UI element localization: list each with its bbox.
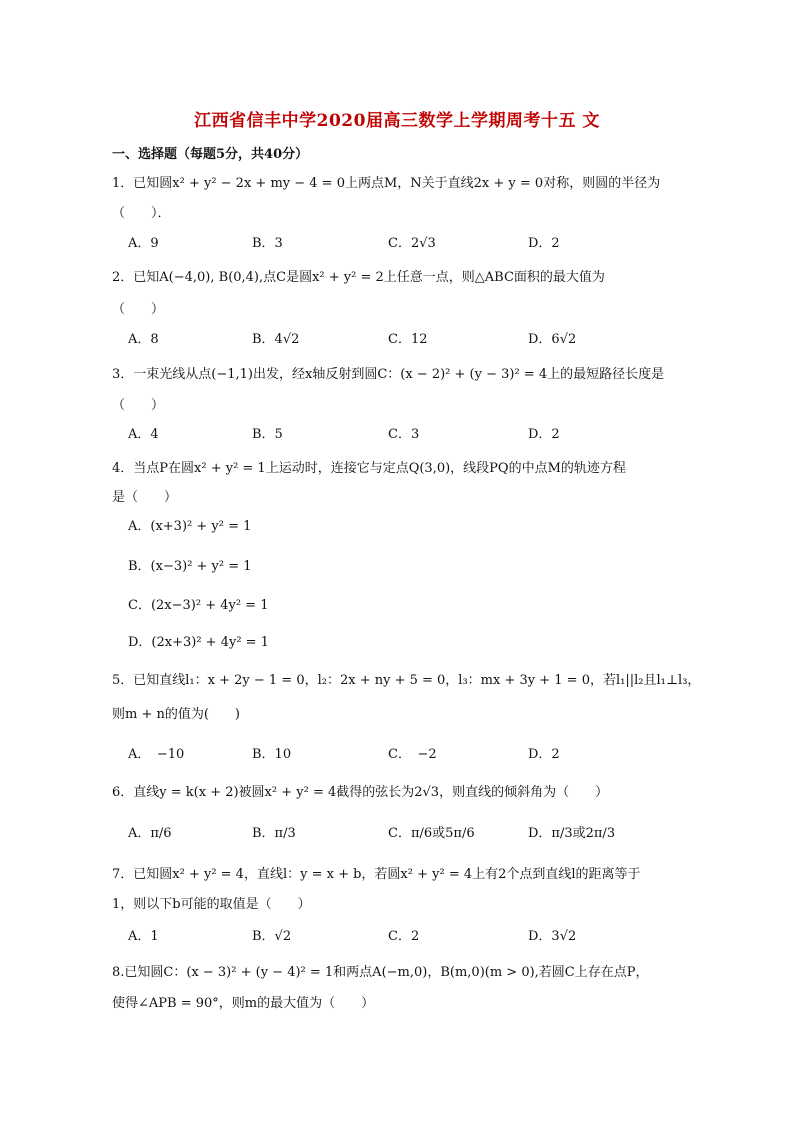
question-5-option-a: A． −10 xyxy=(128,747,185,762)
question-1-stem: 1．已知圆x² + y² − 2x + my − 4 = 0上两点M，N关于直线2x + y = 0对称，则圆的半径为 xyxy=(112,176,661,191)
question-3-stem-cont: （ ） xyxy=(112,398,165,413)
question-3-option-a: A．4 xyxy=(128,427,159,442)
question-1-option-c: C．2√3 xyxy=(388,236,436,251)
question-8-stem-cont: 使得∠APB = 90°，则m的最大值为（ ） xyxy=(112,996,375,1011)
question-5-stem: 5．已知直线l₁：x + 2y − 1 = 0，l₂：2x + ny + 5 = 0，l₃：mx + 3y + 1 = 0，若l₁||l₂且l₁⊥l₃， xyxy=(112,673,701,688)
question-5-stem-cont: 则m + n的值为( ) xyxy=(112,707,241,722)
question-7-option-b: B．√2 xyxy=(252,929,292,944)
question-4-option-a: A．(x+3)² + y² = 1 xyxy=(128,519,252,534)
question-2-option-d: D．6√2 xyxy=(528,332,577,347)
question-5-option-c: C． −2 xyxy=(388,747,437,762)
question-5-option-d: D．2 xyxy=(528,747,560,762)
question-2-option-b: B．4√2 xyxy=(252,332,300,347)
question-3-option-d: D．2 xyxy=(528,427,560,442)
question-6-option-d: D．π/3或2π/3 xyxy=(528,826,616,841)
question-2-stem-cont: （ ） xyxy=(112,302,165,317)
question-2-option-c: C．12 xyxy=(388,332,428,347)
question-3-option-b: B．5 xyxy=(252,427,283,442)
question-4-option-d: D．(2x+3)² + 4y² = 1 xyxy=(128,635,269,650)
question-3-option-c: C．3 xyxy=(388,427,420,442)
question-7-option-d: D．3√2 xyxy=(528,929,577,944)
question-4-option-c: C．(2x−3)² + 4y² = 1 xyxy=(128,598,269,613)
question-6-option-a: A．π/6 xyxy=(128,826,172,841)
question-4-stem-cont: 是（ ） xyxy=(112,490,178,505)
question-3-stem: 3．一束光线从点(−1,1)出发，经x轴反射到圆C：(x − 2)² + (y − 3)² = 4上的最短路径长度是 xyxy=(112,367,665,382)
question-4-stem: 4．当点P在圆x² + y² = 1上运动时，连接它与定点Q(3,0)，线段PQ的中点M的轨迹方程 xyxy=(112,461,626,476)
question-1-option-d: D．2 xyxy=(528,236,560,251)
question-2-option-a: A．8 xyxy=(128,332,159,347)
section-heading: 一、选择题（每题5分，共40分） xyxy=(112,147,309,162)
question-1-option-a: A．9 xyxy=(128,236,159,251)
question-4-option-b: B．(x−3)² + y² = 1 xyxy=(128,559,252,574)
question-7-option-a: A．1 xyxy=(128,929,159,944)
question-1-option-b: B．3 xyxy=(252,236,283,251)
question-6-option-c: C．π/6或5π/6 xyxy=(388,826,475,841)
question-8-stem: 8.已知圆C：(x − 3)² + (y − 4)² = 1和两点A(−m,0)，B(m,0)(m > 0),若圆C上存在点P， xyxy=(112,965,649,980)
question-1-stem-cont: （ ）． xyxy=(112,206,171,221)
page-title: 江西省信丰中学2020届高三数学上学期周考十五 文 xyxy=(194,111,600,131)
question-6-option-b: B．π/3 xyxy=(252,826,296,841)
question-5-option-b: B．10 xyxy=(252,747,292,762)
question-7-stem-cont: 1，则以下b可能的取值是（ ） xyxy=(112,897,311,912)
question-7-stem: 7．已知圆x² + y² = 4，直线l：y = x + b，若圆x² + y² = 4上有2个点到直线l的距离等于 xyxy=(112,867,641,882)
question-2-stem: 2．已知A(−4,0), B(0,4),点C是圆x² + y² = 2上任意一点，则△ABC面积的最大值为 xyxy=(112,270,605,285)
question-7-option-c: C．2 xyxy=(388,929,420,944)
question-6-stem: 6．直线y = k(x + 2)被圆x² + y² = 4截得的弦长为2√3，则直线的倾斜角为（ ） xyxy=(112,785,609,800)
